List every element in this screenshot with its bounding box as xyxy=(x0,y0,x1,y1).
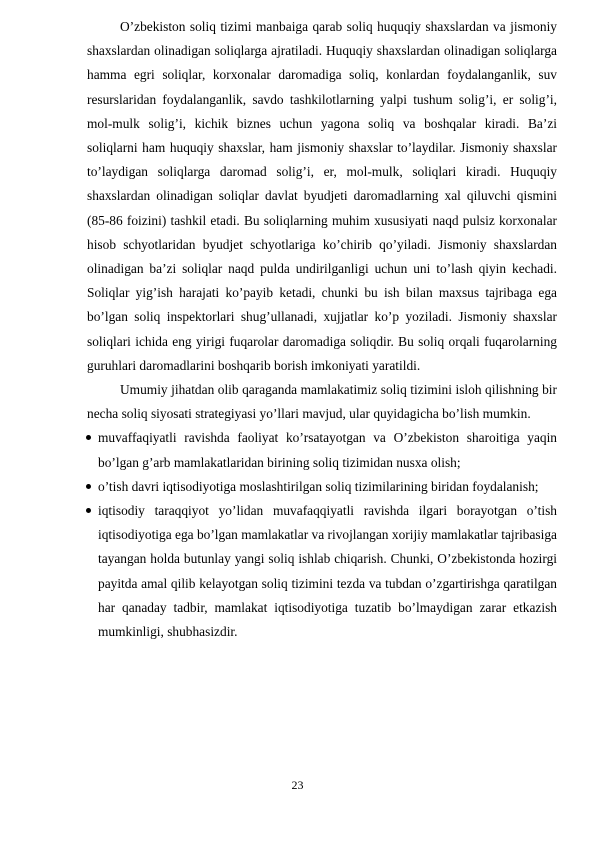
bullet-icon xyxy=(86,508,91,513)
page-number: 23 xyxy=(291,778,304,792)
bullet-text: muvaffaqiyatli ravishda faoliyat ko’rsatayotgan va O’zbekiston sharoitiga yaqin bo’lgan g’arb mamlakatlaridan birining soliq tizimidan nusxa olish; xyxy=(98,430,557,470)
document-page xyxy=(87,15,557,644)
bullet-icon xyxy=(86,435,91,440)
strategy-bullet-list xyxy=(87,426,557,644)
paragraph-tax-system-sources: O’zbekiston soliq tizimi manbaiga qarab soliq huquqiy shaxslardan va jismoniy shaxslardan olinadigan soliqlarga ajratiladi. Huquqiy shaxslardan olinadigan soliqlarga hamma egri soliqlar, korxonalar daromadiga soliq, konlardan foydalanganlik, suv resurslaridan foydalanganlik, savdo tashkilotlarning yalpi tushum solig’i, er solig’i, mol-mulk solig’i, kichik biznes uchun yagona soliq va boshqalar kiradi. Ba’zi soliqlarni ham huquqiy shaxslar, ham jismoniy shaxslar to’laydilar. Jismoniy shaxslar to’laydigan soliqlarga daromad solig’i, er, mol-mulk, soliqlari kiradi. Huquqiy shaxslardan olinadigan soliqlar davlat byudjeti daromadlarning xal qiluvchi qismini (85-86 foizini) tashkil etadi. Bu soliqlarning muhim xususiyati naqd pulsiz korxonalar hisob schyotlaridan byudjet schyotlariga ko’chirib qo’yiladi. Jismoniy shaxslardan olinadigan ba’zi soliqlar naqd pulda undirilganligi uchun uni to’lash qiyin kechadi. Soliqlar yig’ish harajati ko’payib ketadi, chunki bu ish bilan maxsus tajribaga ega bo’lgan soliq inspektorlari shug’ullanadi, xujjatlar ko’p yoziladi. Jismoniy shaxslar soliqlari ichida eng yirigi fuqarolar daromadiga soliqdir. Bu soliq orqali fuqarolarning guruhlari daromadlarini boshqarib borish imkoniyati yaratildi. xyxy=(87,19,557,373)
bullet-text: iqtisodiy taraqqiyot yo’lidan muvafaqqiyatli ravishda ilgari borayotgan o’tish iqtisodiyotiga ega bo’lgan mamlakatlar va rivojlangan xorijiy mamlakatlar tajribasiga tayangan holda butunlay yangi soliq ishlab chiqarish. Chunki, O’zbekistonda hozirgi payitda amal qilib kelayotgan soliq tizimini tezda va tubdan o’zgartirishga qaratilgan har qanaday tadbir, mamlakat iqtisodiyotiga tuzatib bo’lmaydigan zarar etkazish mumkinligi, shubhasizdir. xyxy=(98,503,557,640)
list-item xyxy=(87,475,557,499)
list-item xyxy=(87,426,557,474)
paragraph-reform-strategies: Umumiy jihatdan olib qaraganda mamlakatimiz soliq tizimini isloh qilishning bir necha soliq siyosati strategiyasi yo’llari mavjud, ular quyidagicha bo’lish mumkin. xyxy=(87,382,557,422)
bullet-text: o’tish davri iqtisodiyotiga moslashtirilgan soliq tizimilarining biridan foydalanish; xyxy=(98,478,539,494)
list-item xyxy=(87,499,557,644)
bullet-icon xyxy=(86,484,91,489)
